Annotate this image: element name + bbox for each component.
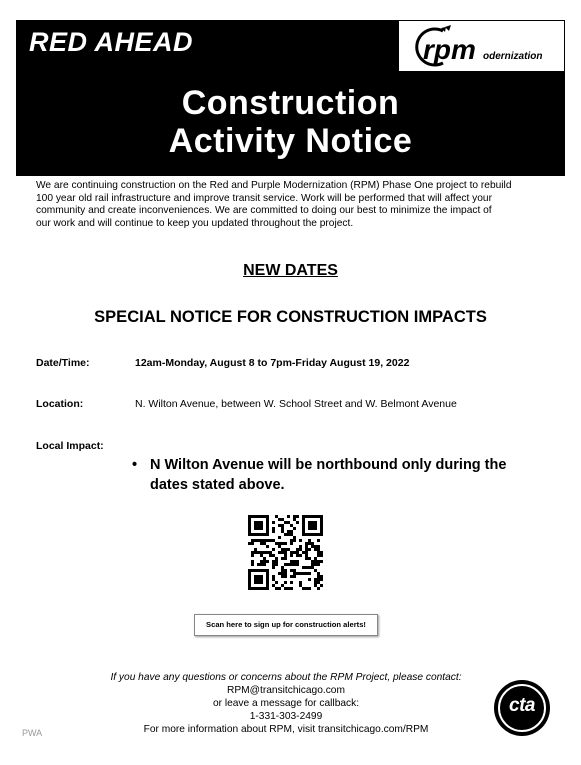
scan-signup-button[interactable]: Scan here to sign up for construction alerts! bbox=[194, 614, 378, 636]
rpm-modernization-logo bbox=[405, 23, 565, 69]
intro-paragraph bbox=[36, 180, 546, 230]
local-impact-label: Local Impact: bbox=[36, 440, 104, 452]
intro-line-1: We are continuing construction on the Red and Purple Modernization (RPM) Phase One project to rebuild bbox=[36, 180, 512, 191]
title-line-2: Activity Notice bbox=[168, 122, 413, 160]
qr-code-graphic[interactable] bbox=[247, 512, 323, 592]
impact-item: N Wilton Avenue will be northbound only during the dates stated above. bbox=[150, 457, 507, 493]
cta-logo bbox=[494, 680, 550, 736]
contact-website[interactable]: For more information about RPM, visit transitchicago.com/RPM bbox=[143, 724, 429, 735]
cta-logo-text: cta bbox=[509, 695, 535, 716]
datetime-label: Date/Time: bbox=[36, 357, 90, 369]
datetime-value: 12am-Monday, August 8 to 7pm-Friday August 19, 2022 bbox=[135, 357, 410, 369]
pwa-label: PWA bbox=[22, 728, 43, 738]
new-dates-heading: NEW DATES bbox=[243, 262, 338, 279]
title-block bbox=[16, 72, 565, 176]
contact-phone[interactable]: 1-331-303-2499 bbox=[249, 711, 323, 722]
impact-list bbox=[132, 455, 542, 495]
bullet-icon: • bbox=[132, 457, 138, 473]
contact-callback-label: or leave a message for callback: bbox=[212, 698, 360, 709]
intro-line-2: 100 year old rail infrastructure and improve transit service. Work will be performed that will affect your bbox=[36, 192, 492, 204]
red-ahead-banner bbox=[17, 21, 399, 71]
contact-block bbox=[80, 671, 492, 736]
contact-email[interactable]: RPM@transitchicago.com bbox=[227, 685, 345, 696]
qr-code-icon[interactable] bbox=[247, 512, 323, 592]
title-line-1: Construction bbox=[181, 84, 400, 122]
rpm-logo-letters: rpm bbox=[423, 34, 476, 65]
red-ahead-logo-text: RED AHEAD bbox=[29, 27, 194, 57]
location-label: Location: bbox=[36, 398, 84, 410]
rpm-logo-word: odernization bbox=[483, 51, 543, 62]
intro-line-4: our work and will continue to keep you updated throughout the project. bbox=[36, 217, 354, 229]
header-bar bbox=[16, 20, 565, 72]
intro-line-3: community and create inconveniences. We are committed to doing our best to minimize the impact of bbox=[36, 205, 492, 217]
special-notice-heading: SPECIAL NOTICE FOR CONSTRUCTION IMPACTS bbox=[94, 308, 487, 326]
location-value: N. Wilton Avenue, between W. School Street and W. Belmont Avenue bbox=[135, 398, 457, 410]
contact-intro: If you have any questions or concerns about the RPM Project, please contact: bbox=[110, 672, 462, 683]
rpm-logo-icon bbox=[405, 23, 565, 69]
